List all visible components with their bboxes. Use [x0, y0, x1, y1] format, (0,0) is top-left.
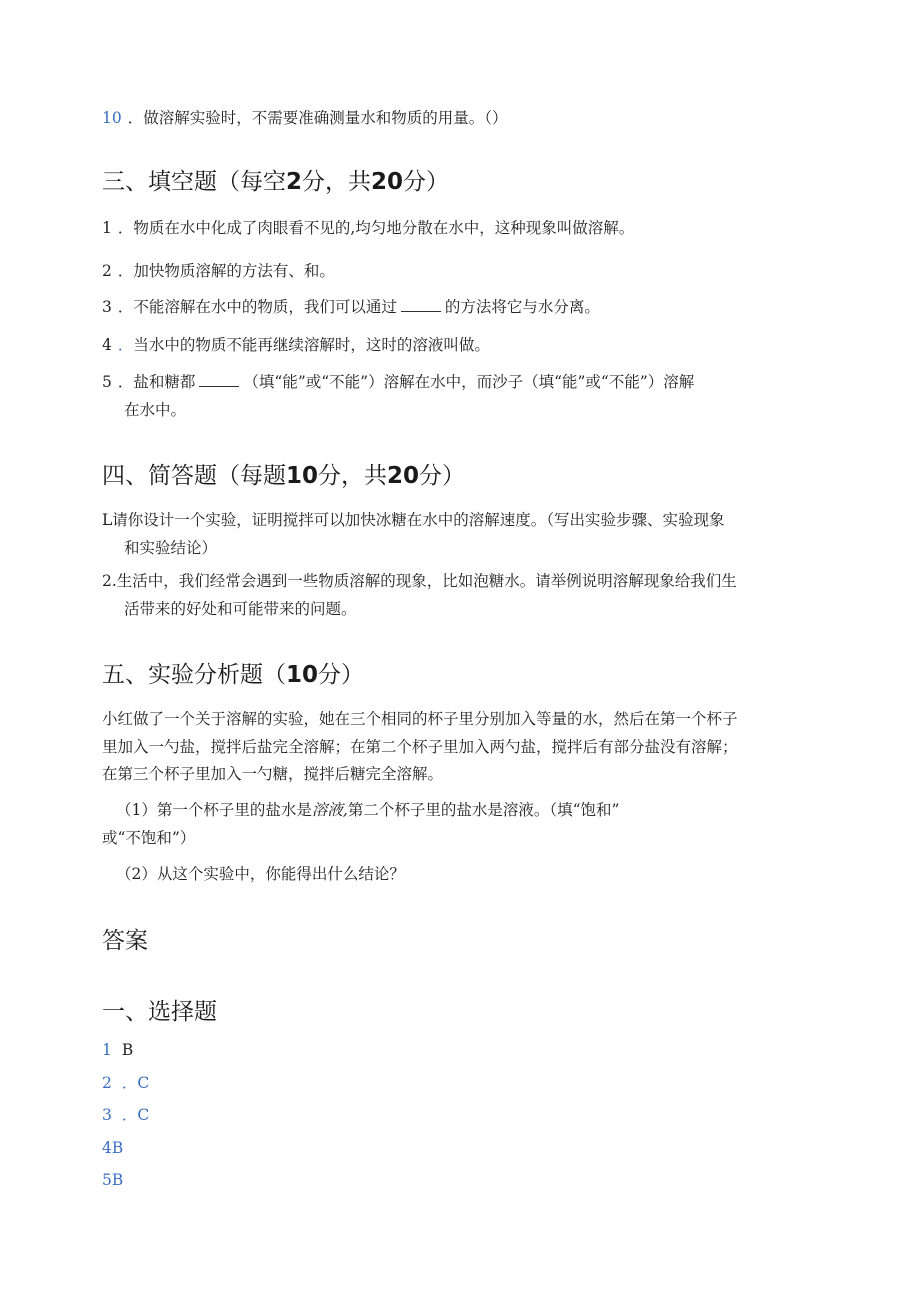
answers-title: 答案: [102, 928, 148, 954]
experiment-paragraph-line-1: 小红做了一个关于溶解的实验，她在三个相同的杯子里分别加入等量的水，然后在第一个杯子: [102, 710, 738, 728]
question-text: ．做溶解实验时，不需要准确测量水和物质的用量。（）: [127, 109, 508, 127]
fill-question-1: 1 ．物质在水中化成了肉眼看不见的,均匀地分散在水中，这种现象叫做溶解。: [102, 219, 635, 237]
fill-question-3: 3 ．不能溶解在水中的物质，我们可以通过 的方法将它与水分离。: [102, 298, 600, 316]
fill-question-5-continued: 在水中。: [124, 401, 187, 419]
answer-item-3: 3 ．C: [102, 1106, 150, 1124]
short-question-2: 2.生活中，我们经常会遇到一些物质溶解的现象，比如泡糖水。请举例说明溶解现象给我们生: [102, 572, 737, 590]
question-number: 10: [102, 109, 122, 127]
experiment-subquestion-2: （2）从这个实验中，你能得出什么结论？: [116, 865, 405, 883]
answer-item-2: 2 ．C: [102, 1074, 150, 1092]
short-question-2-continued: 活带来的好处和可能带来的问题。: [124, 600, 357, 618]
experiment-subquestion-1: （1）第一个杯子里的盐水是溶液,第二个杯子里的盐水是溶液。（填“饱和”: [116, 801, 620, 819]
section-heading-experiment: 五、实验分析题（10分）: [102, 662, 365, 688]
section-heading-short-answer: 四、简答题（每题10分，共20分）: [102, 463, 466, 489]
answer-blank[interactable]: [401, 297, 441, 312]
short-question-1-continued: 和实验结论）: [124, 539, 218, 557]
answer-item-5: 5B: [102, 1171, 124, 1189]
experiment-subquestion-1-continued: 或“不饱和”）: [102, 829, 196, 847]
short-question-1: L请你设计一个实验，证明搅拌可以加快冰糖在水中的溶解速度。（写出实验步骤、实验现象: [102, 511, 725, 529]
judge-question-10: [102, 105, 808, 131]
answers-section-heading: 一、选择题: [102, 999, 217, 1025]
fill-question-4: 4 ．当水中的物质不能再继续溶解时，这时的溶液叫做。: [102, 336, 490, 354]
fill-question-5: 5 ．盐和糖都 （填“能”或“不能”）溶解在水中，而沙子（填“能”或“不能”）溶解: [102, 373, 695, 391]
answer-item-4: 4B: [102, 1139, 124, 1157]
answer-item-1: 1 B: [102, 1041, 134, 1059]
experiment-paragraph-line-2: 里加入一勺盐，搅拌后盐完全溶解；在第二个杯子里加入两勺盐，搅拌后有部分盐没有溶解；: [102, 738, 738, 756]
fill-question-2: 2 ．加快物质溶解的方法有、和。: [102, 262, 335, 280]
answer-blank[interactable]: [199, 372, 239, 387]
experiment-paragraph-line-3: 在第三个杯子里加入一勺糖，搅拌后糖完全溶解。: [102, 765, 444, 783]
section-heading-fill: 三、填空题（每空2分，共20分）: [102, 169, 450, 195]
